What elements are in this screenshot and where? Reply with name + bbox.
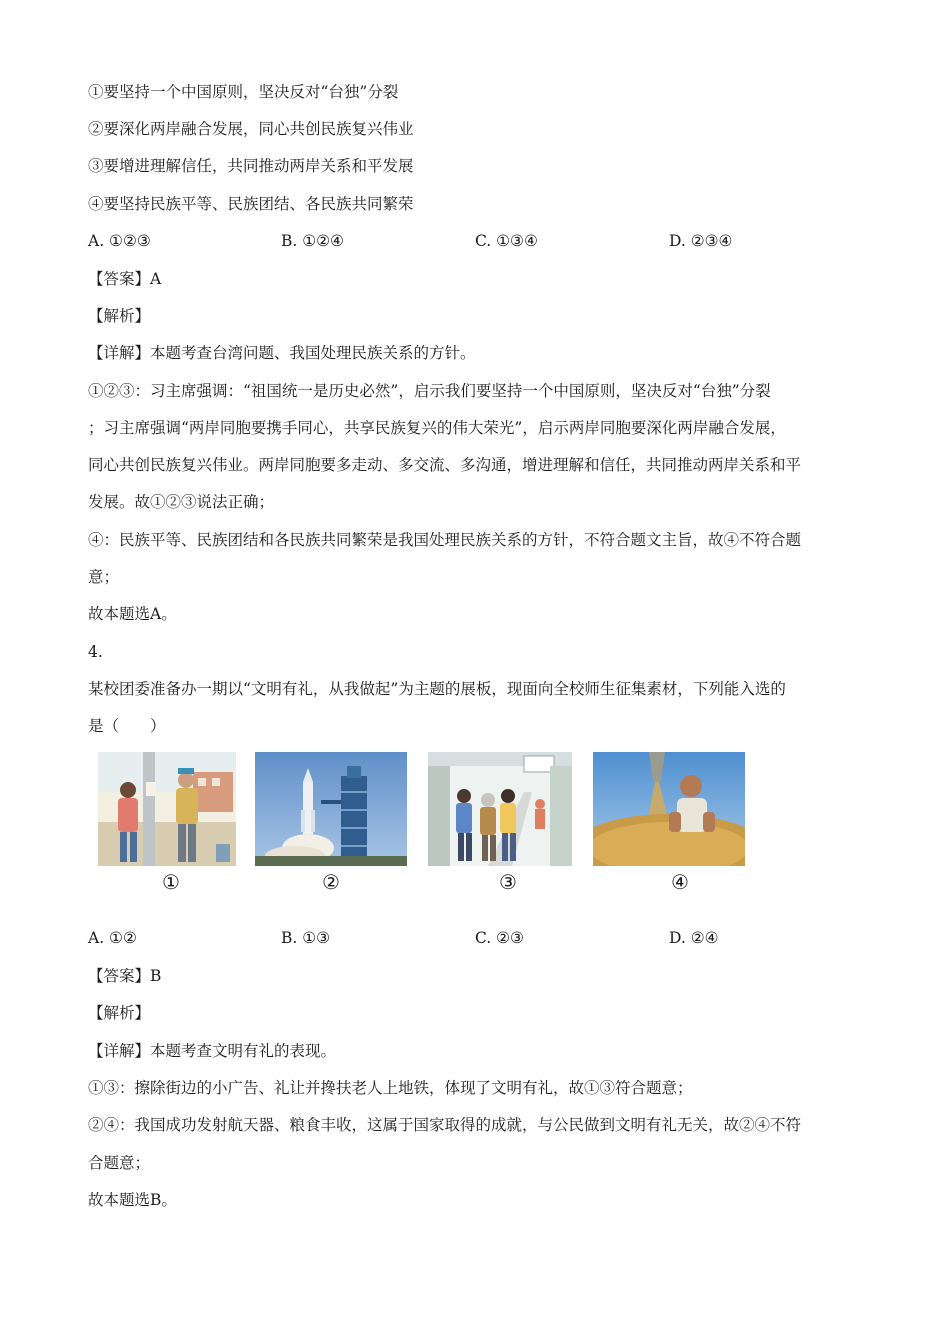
- q3-option-c: C. ①③④: [475, 232, 538, 250]
- q4-option-c: C. ②③: [475, 929, 524, 947]
- q4-stem-line: 某校团委准备办一期以“文明有礼，从我做起”为主题的展板，现面向全校师生征集素材，下列能入选的: [88, 680, 786, 698]
- q4-body-line: ②④：我国成功发射航天器、粮食丰收，这属于国家取得的成就，与公民做到文明有礼无关，故②④不符: [88, 1116, 802, 1134]
- image-removing-ads: [98, 752, 236, 866]
- q3-statement-2: ②要深化两岸融合发展，同心共创民族复兴伟业: [88, 120, 414, 138]
- q3-body-line: ；习主席强调“两岸同胞要携手同心，共享民族复兴的伟大荣光”，启示两岸同胞要深化两岸融合发展，: [88, 419, 786, 437]
- q3-statement-1: ①要坚持一个中国原则，坚决反对“台独”分裂: [88, 83, 399, 101]
- q3-body-line: 意；: [88, 568, 120, 586]
- image-helping-elderly: [428, 752, 572, 866]
- q3-detail: 【详解】本题考查台湾问题、我国处理民族关系的方针。: [88, 344, 476, 362]
- q3-body-line: ④：民族平等、民族团结和各民族共同繁荣是我国处理民族关系的方针，不符合题文主旨，故④不符合题: [88, 531, 802, 549]
- image-label-2: ②: [322, 870, 340, 894]
- q3-conclusion: 故本题选A。: [88, 605, 177, 623]
- q4-body-line: 合题意；: [88, 1154, 151, 1172]
- q3-body-line: 同心共创民族复兴伟业。两岸同胞要多走动、多交流、多沟通，增进理解和信任，共同推动两岸关系和平: [88, 456, 802, 474]
- q4-conclusion: 故本题选B。: [88, 1191, 177, 1209]
- image-label-3: ③: [499, 870, 517, 894]
- q3-option-a: A. ①②③: [88, 232, 151, 250]
- q4-stem-line: 是（ ）: [88, 717, 166, 735]
- image-label-4: ④: [671, 870, 689, 894]
- image-rocket-launch: [255, 752, 407, 866]
- q4-analysis-heading: 【解析】: [88, 1004, 151, 1022]
- image-grain-harvest: [593, 752, 745, 866]
- q4-option-a: A. ①②: [88, 929, 137, 947]
- q4-option-d: D. ②④: [669, 929, 719, 947]
- q4-number: 4.: [88, 643, 103, 661]
- q4-option-b: B. ①③: [281, 929, 331, 947]
- q3-answer: 【答案】A: [88, 270, 162, 288]
- q3-option-b: B. ①②④: [281, 232, 344, 250]
- q3-statement-3: ③要增进理解信任，共同推动两岸关系和平发展: [88, 157, 414, 175]
- q3-body-line: ①②③：习主席强调：“祖国统一是历史必然”，启示我们要坚持一个中国原则，坚决反对“台独”分裂: [88, 382, 771, 400]
- q3-analysis-heading: 【解析】: [88, 307, 151, 325]
- q4-answer: 【答案】B: [88, 967, 162, 985]
- q3-statement-4: ④要坚持民族平等、民族团结、各民族共同繁荣: [88, 195, 414, 213]
- q3-option-d: D. ②③④: [669, 232, 733, 250]
- q4-body-line: ①③：擦除街边的小广告、礼让并搀扶老人上地铁，体现了文明有礼，故①③符合题意；: [88, 1079, 693, 1097]
- image-label-1: ①: [162, 870, 180, 894]
- q4-detail: 【详解】本题考查文明有礼的表现。: [88, 1042, 337, 1060]
- q3-body-line: 发展。故①②③说法正确；: [88, 493, 275, 511]
